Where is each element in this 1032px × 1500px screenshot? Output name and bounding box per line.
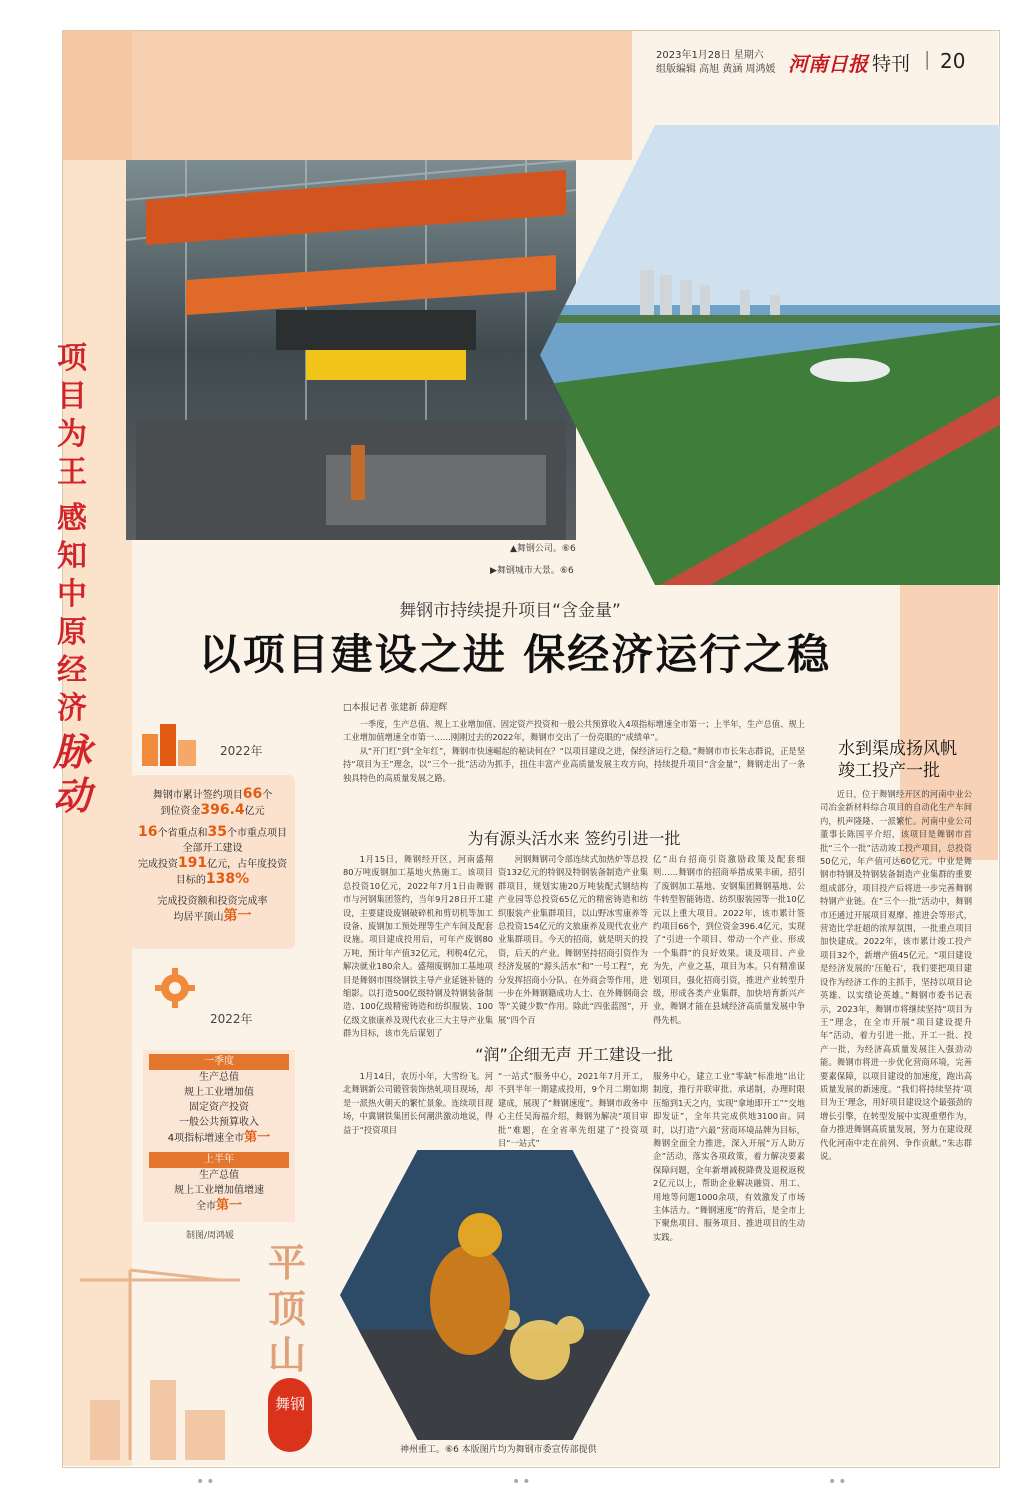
infobox2-year: 2022年: [210, 1012, 253, 1026]
gear-icon: [155, 968, 195, 1008]
city-photo-caption: ▶舞钢城市大景。⑥6: [490, 566, 574, 576]
q1-header: 一季度: [149, 1054, 289, 1070]
subheadline: 舞钢市持续提升项目“含金量”: [399, 601, 621, 621]
stat-rank: 均居平顶山第一: [173, 908, 252, 924]
section1-column-2: 河钢舞钢司令部连续式加热炉等总投资132亿元的特钢及特钢装备制造产业集群项目，规划实施20万吨装配式钢结构产业园等总投资65亿元的精密铸造和纺织服装产业集群项目，以山野冰雪康养等总投资154亿元的文旅康养及现代农业产业集群项目。今天的招商，就是明天的投资，后天的产业。舞钢坚持招商引资作为经济发展的“源头活水”和“一号工程”，充分发挥招商小分队、在外商会等作用，进一步在外舞钢籍成功人士、在外舞钢商会等“关键少数”作用。除此“四张蓝图”，开展“四个百: [498, 854, 648, 1025]
section2-column-3: 服务中心，建立工业“零缺”标准地”出让制度，推行并联审批、承诺制，办理时限压缩到1天之内，实现“拿地即开工”“交地即发证”，全年共完成供地3100亩。同时，以打造“六最”营商环境品牌为目标，舞钢全面全力推进，深入开展“万人助万企”活动，落实各项政策，着力解决要素保障问题，全年新增减税降费及退税返税2亿元以上，帮助企业解决融资、用工、用地等问题1000余项，有效激发了市场主体活力。“舞钢速度”的背后，是全市上下聚焦项目、服务项目、推进项目的生动实践。: [653, 1071, 805, 1242]
stat-funds: 到位资金396.4亿元: [160, 802, 265, 818]
q1-item-gdp: 生产总值: [199, 1072, 239, 1083]
stat-investment: 完成投资191亿元，占年度投资: [137, 855, 288, 871]
buildings-icon: [140, 720, 200, 766]
masthead-separator: |: [924, 48, 931, 70]
side-section-text: 近日，位于舞钢经开区的河南中业公司冶金新材料综合项目的自动化生产车间内，机声隆隆、一派繁忙。河南中业公司董事长陈国平介绍，该项目是舞钢市首批“三个一批”活动竣工投产项目，总投资50亿元，年产值可达60亿元。中业是舞钢市特钢及特钢装备制造产业集群的重要组成部分，项目投产后将进一步完善舞钢特钢产业链。在“三个一批”活动中，舞钢市还通过开展项目观摩、推进会等形式，营造比学赶超的浓厚氛围，一批重点项目加快建成。2022年，该市累计竣工投产项目32个，新增产值45亿元。“项目建设是经济发展的‘压舱石’，我们要把项目建设作为经济工作的主抓手，坚持以项目论英雄、以实绩论英雄。”舞钢市委书记表示，2023年，舞钢市将继续坚持“项目为王”理念，在全市开展“项目建设提升年”活动，着力引进一批、开工一批、投产一批，为经济高质量发展注入强劲动能。舞钢市将进一步优化营商环境，完善要素保障，以项目建设的加速度，跑出高质量发展的新速度。“我们将持续坚持‘项目为王’理念，用好项目建设这个最强劲的增长引擎，在转型发展中实现重塑作为，奋力推进舞钢高质量发展，努力在建设现代化河南中走在前列、争作贡献。”朱志群说。: [820, 789, 972, 1161]
stat-signed-projects: 舞钢市累计签约项目66个: [152, 786, 273, 802]
side-section-title-line2: 竣工投产一批: [838, 761, 940, 781]
h1-item-gdp: 生产总值: [199, 1170, 239, 1181]
page-dots-center: ••: [512, 1474, 533, 1490]
q1-item-investment: 固定资产投资: [189, 1102, 249, 1113]
h1-item-rank: 全市第一: [195, 1198, 242, 1213]
intro-text: [343, 718, 805, 826]
page-number: 20: [940, 49, 966, 73]
rankings-infobox: [143, 1050, 295, 1222]
stats-infobox: [130, 775, 295, 949]
worker-photo-caption: 神州重工。⑥6 本版图片均为舞钢市委宣传部提供: [400, 1445, 597, 1455]
stat-started: 全部开工建设: [182, 843, 243, 854]
wugang-badge: 舞钢: [268, 1378, 312, 1452]
h1-item-industry: 规上工业增加值增速: [174, 1185, 264, 1196]
q1-item-budget: 一般公共预算收入: [179, 1117, 259, 1128]
q1-item-industry: 规上工业增加值: [184, 1087, 254, 1098]
stat-rank-note: 完成投资额和投资完成率: [157, 896, 268, 907]
vertical-title-part2: 感知中原经济: [57, 501, 87, 726]
graphic-credit: 制图/周鸿媛: [186, 1231, 235, 1241]
crane-illustration: [70, 1250, 260, 1460]
stat-key-projects: 16个省重点和35个市重点项目: [138, 824, 287, 840]
intro-paragraph-2: 从“开门红”到“全年红”，舞钢市快速崛起的秘诀何在？“以项目建设之进，保经济运行之稳。”舞钢市市长朱志群说，正是坚持“项目为王”理念，以“三个一批”活动为抓手，扭住丰富产业高质量发展主攻方向，持续提升项目“含金量”，舞钢走出了一条独具特色的高质量发展之路。: [343, 745, 805, 783]
section-name: 特刊: [872, 53, 911, 75]
section1-title: 为有源头活水来 签约引进一批: [467, 829, 681, 848]
section2-column-2: “一站式”服务中心，2021年7月开工，不到半年一期建成投用，9个月二期如期建成，展现了“舞钢速度”。舞钢市政务中心主任吴海福介绍，舞钢为解决“项目审批”难题，在全省率先组建了“投资项目“一站式”: [498, 1071, 648, 1149]
page-dots-left: ••: [196, 1474, 217, 1490]
vertical-title-part3: 脉动: [52, 729, 91, 818]
headline: 以项目建设之进 保经济运行之稳: [198, 630, 832, 679]
stat-target-ratio: 目标的138%: [175, 871, 250, 887]
pingdingshan-lettering: 平顶山: [267, 1240, 306, 1377]
intro-paragraph-1: 一季度，生产总值、规上工业增加值、固定资产投资和一般公共预算收入4项指标增速全市第一；上半年，生产总值、规上工业增加值增速全市第一……刚刚过去的2022年，舞钢市交出了一份亮眼的“成绩单”。: [343, 719, 805, 743]
vertical-title-part1: 项目为王: [57, 341, 87, 490]
editors-line: 组版编辑 高旭 黄涵 周鸿媛: [656, 64, 776, 75]
steel-plant-photo: [126, 160, 576, 540]
side-section-title-line1: 水到渠成扬风帆: [838, 739, 957, 759]
byline: □本报记者 张建新 薛迎辉: [343, 703, 448, 713]
section1-column-1: 1月15日，舞钢经开区，河南盛翔80万吨废钢加工基地火热施工。该项目总投资10亿元，2022年7月1日由舞钢市与河钢集团签约，当年9月28日开工建设，主要建设废钢破碎机和剪切机等加工设备、废钢加工预处理等生产车间及配套设施。项目建成投用后，可年产废钢80万吨，预计年产值32亿元，利税4亿元，解决就业180余人。盛翔废钢加工基地项目是舞钢市围绕钢铁主导产业延链补链的缩影。以打造500亿级特钢及特钢装备制造、100亿级精密铸造和纺织服装、100亿级文旅康养及现代农业三大主导产业集群为目标，该市先后谋划了: [343, 854, 493, 1038]
section2-column-1: 1月14日，农历小年，大雪纷飞。河北舞钢新公司锻管装饰热轧项目现场，却是一派热火朝天的繁忙景象。连续项目现场，中冀钢铁集团长何潮洪激动地说，得益于“投资项目: [343, 1071, 493, 1135]
date-line: 2023年1月28日 星期六: [656, 50, 764, 61]
infobox1-year: 2022年: [220, 744, 263, 758]
q1-item-rank: 4项指标增速全市第一: [167, 1130, 271, 1145]
h1-header: 上半年: [149, 1152, 289, 1168]
steel-photo-caption: ▲舞钢公司。⑥6: [510, 544, 576, 554]
section1-column-3: 亿”出台招商引资激励政策及配套细则……舞钢市的招商举措成果丰硕，招引了废钢加工基地、安钢集团舞钢基地、公牛转型智能铸造、纺织服装园等一批10亿元以上重大项目。2022年，该市累计签约项目66个，到位资金396.4亿元，实现了“引进一个项目、带动一个产业、形成一个集群”的良好效果。谈及项目、产业为先，产业之基，项目为本。只有精准谋划项目，强化招商引资，推进产业转型升级，形成各类产业集群，加快培育新兴产业，舞钢才能在县域经济高质量发展中争得先机。: [653, 854, 805, 1025]
section2-title: “润”企细无声 开工建设一批: [475, 1045, 673, 1064]
newspaper-logo: 河南日报: [788, 52, 868, 76]
page-dots-right: ••: [828, 1474, 849, 1490]
steel-plant-image: [126, 160, 576, 540]
